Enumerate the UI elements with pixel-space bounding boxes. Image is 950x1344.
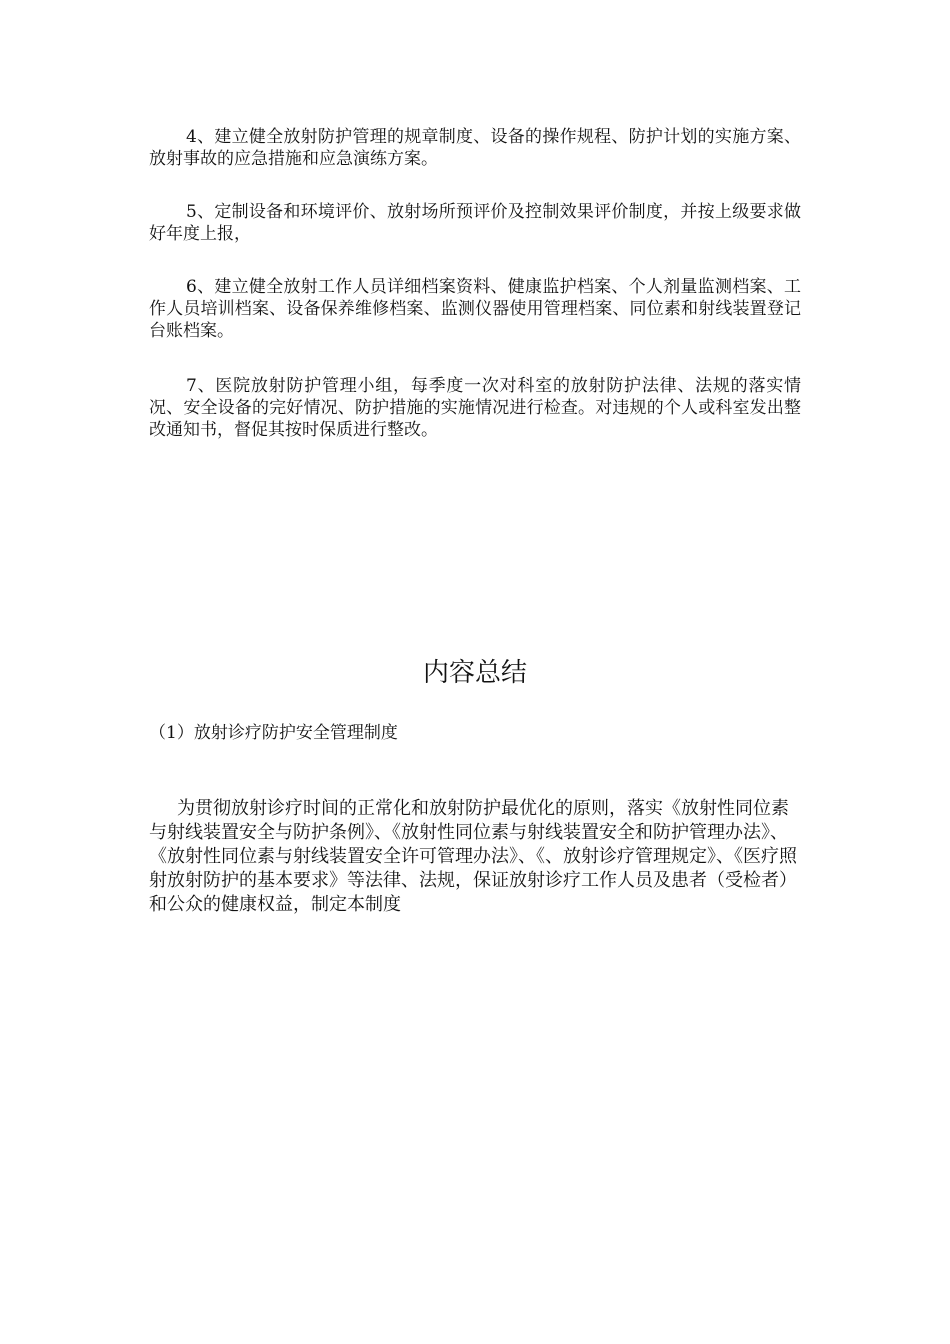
paragraph-item-6: 6、建立健全放射工作人员详细档案资料、健康监护档案、个人剂量监测档案、工作人员培训档案、设备保养维修档案、监测仪器使用管理档案、同位素和射线装置登记台账档案。 [149,277,801,341]
paragraph-item-7: 7、医院放射防护管理小组，每季度一次对科室的放射防护法律、法规的落实情况、安全设备的完好情况、防护措施的实施情况进行检查。对违规的个人或科室发出整改通知书，督促其按时保质进行整改。 [149,376,801,440]
intro-paragraph: 为贯彻放射诊疗时间的正常化和放射防护最优化的原则，落实《放射性同位素与射线装置安全与防护条例》、《放射性同位素与射线装置安全和防护管理办法》、《放射性同位素与射线装置安全许可管理办法》、《、放射诊疗管理规定》、《医疗照射放射防护的基本要求》等法律、法规，保证放射诊疗工作人员及患者（受检者）和公众的健康权益，制定本制度 [149,798,797,915]
summary-title: 内容总结 [422,658,527,688]
paragraph-item-5: 5、定制设备和环境评价、放射场所预评价及控制效果评价制度，并按上级要求做好年度上报， [149,202,801,244]
section-subheading: （1）放射诊疗防护安全管理制度 [149,723,398,743]
paragraph-item-4: 4、建立健全放射防护管理的规章制度、设备的操作规程、防护计划的实施方案、放射事故的应急措施和应急演练方案。 [149,127,801,169]
